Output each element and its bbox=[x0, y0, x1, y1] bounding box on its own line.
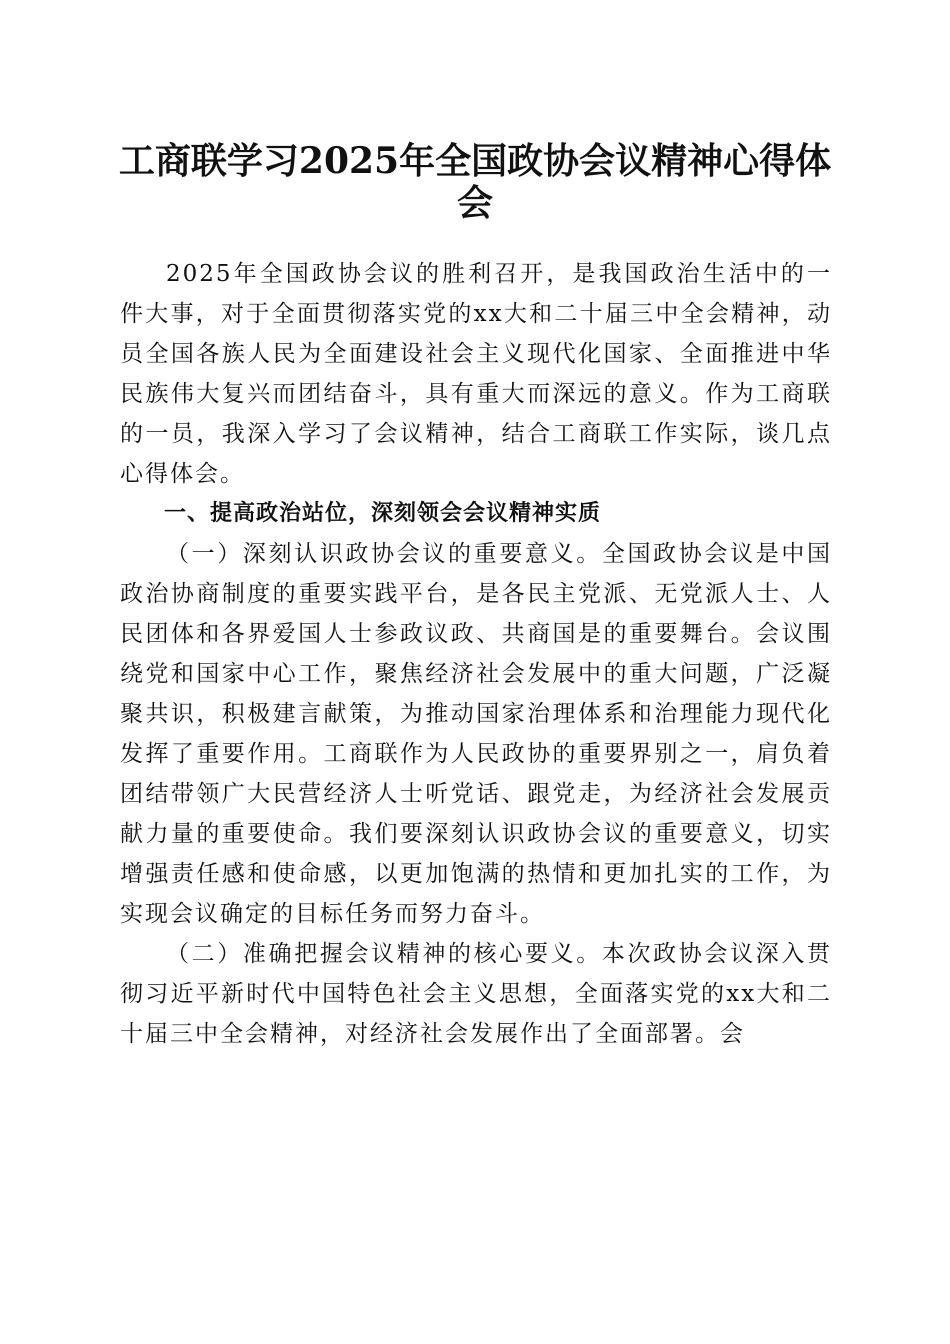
subsection-paragraph-2: （二）准确把握会议精神的核心要义。本次政协会议深入贯彻习近平新时代中国特色社会主义思想，全面落实党的xx大和二十届三中全会精神，对经济社会发展作出了全面部署。会 bbox=[120, 941, 832, 1047]
document-title: 工商联学习2025年全国政协会议精神心得体会 bbox=[118, 140, 832, 224]
section-heading-1: 一、提高政治站位，深刻领会会议精神实质 bbox=[164, 501, 602, 526]
subsection-paragraph-1: （一）深刻认识政协会议的重要意义。全国政协会议是中国政治协商制度的重要实践平台，是各民主党派、无党派人士、人民团体和各界爱国人士参政议政、共商国是的重要舞台。会议围绕党和国家中心工作，聚焦经济社会发展中的重大问题，广泛凝聚共识，积极建言献策，为推动国家治理体系和治理能力现代化发挥了重要作用。工商联作为人民政协的重要界别之一，肩负着团结带领广大民营经济人士听党话、跟党走，为经济社会发展贡献力量的重要使命。我们要深刻认识政协会议的重要意义，切实增强责任感和使命感，以更加饱满的热情和更加扎实的工作，为实现会议确定的目标任务而努力奋斗。 bbox=[120, 541, 832, 927]
document-body bbox=[120, 254, 832, 1054]
intro-paragraph: 2025年全国政协会议的胜利召开，是我国政治生活中的一件大事，对于全面贯彻落实党的xx大和二十届三中全会精神，动员全国各族人民为全面建设社会主义现代化国家、全面推进中华民族伟大复兴而团结奋斗，具有重大而深远的意义。作为工商联的一员，我深入学习了会议精神，结合工商联工作实际，谈几点心得体会。 bbox=[120, 261, 832, 487]
